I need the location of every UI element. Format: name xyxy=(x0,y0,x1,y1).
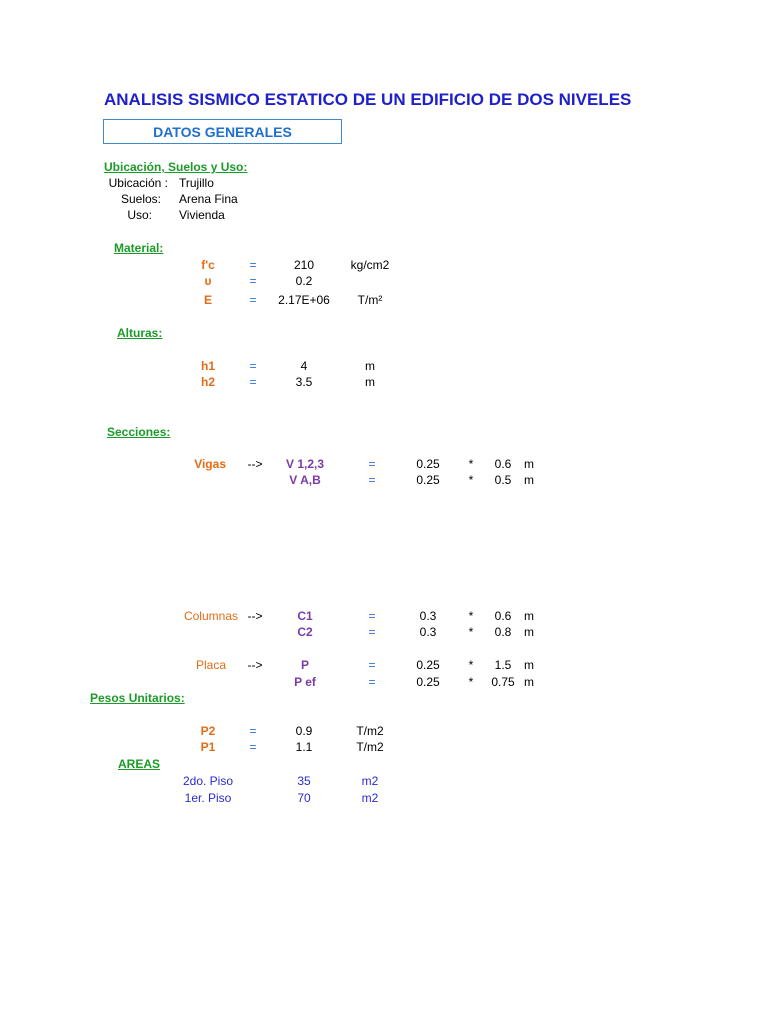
suelos-value: Arena Fina xyxy=(179,192,238,206)
peso-value: 0.9 xyxy=(295,724,313,738)
section-unit: m xyxy=(524,609,534,623)
times-sign: * xyxy=(468,675,474,689)
ubicacion-label: Ubicación : xyxy=(108,176,168,190)
material-name: f'c xyxy=(201,258,215,272)
area-label: 1er. Piso xyxy=(184,791,232,805)
material-value: 0.2 xyxy=(295,274,313,288)
material-value: 2.17E+06 xyxy=(278,293,330,307)
equals-sign: = xyxy=(249,375,257,389)
equals-sign: = xyxy=(249,293,257,307)
altura-value: 3.5 xyxy=(295,375,313,389)
material-heading: Material: xyxy=(114,241,164,255)
area-label: 2do. Piso xyxy=(182,774,234,788)
columnas-label: Columnas xyxy=(183,609,238,623)
ubicacion-value: Trujillo xyxy=(179,176,214,190)
times-sign: * xyxy=(468,457,474,471)
section-h: 0.75 xyxy=(491,675,515,689)
arrow-text: --> xyxy=(247,658,263,672)
section-unit: m xyxy=(524,473,534,487)
altura-value: 4 xyxy=(300,359,308,373)
page-title: ANALISIS SISMICO ESTATICO DE UN EDIFICIO DE DOS NIVELES xyxy=(104,90,632,109)
material-name: υ xyxy=(204,274,212,288)
section-h: 0.6 xyxy=(494,609,512,623)
ubicacion-heading: Ubicación, Suelos y Uso: xyxy=(104,160,248,174)
material-value: 210 xyxy=(293,258,315,272)
altura-unit: m xyxy=(365,359,375,373)
equals-sign: = xyxy=(368,658,376,672)
section-b: 0.25 xyxy=(416,473,440,487)
section-h: 0.5 xyxy=(494,473,512,487)
arrow-text: --> xyxy=(247,457,263,471)
section-unit: m xyxy=(524,625,534,639)
times-sign: * xyxy=(468,625,474,639)
section-b: 0.25 xyxy=(416,658,440,672)
section-name: C2 xyxy=(297,625,313,639)
equals-sign: = xyxy=(368,609,376,623)
section-b: 0.25 xyxy=(416,457,440,471)
alturas-heading: Alturas: xyxy=(117,326,163,340)
equals-sign: = xyxy=(249,258,257,272)
section-name: V A,B xyxy=(289,473,321,487)
peso-unit: T/m2 xyxy=(356,724,384,738)
peso-name: P2 xyxy=(200,724,216,738)
peso-unit: T/m2 xyxy=(356,740,384,754)
area-value: 70 xyxy=(297,791,311,805)
section-h: 1.5 xyxy=(494,658,512,672)
altura-unit: m xyxy=(365,375,375,389)
section-b: 0.3 xyxy=(419,609,437,623)
placa-label: Placa xyxy=(195,658,226,672)
times-sign: * xyxy=(468,609,474,623)
times-sign: * xyxy=(468,658,474,672)
uso-value: Vivienda xyxy=(179,208,225,222)
arrow-text: --> xyxy=(247,609,263,623)
material-unit: kg/cm2 xyxy=(350,258,390,272)
times-sign: * xyxy=(468,473,474,487)
uso-label: Uso: xyxy=(127,208,152,222)
section-h: 0.8 xyxy=(494,625,512,639)
material-unit: T/m² xyxy=(357,293,383,307)
equals-sign: = xyxy=(249,740,257,754)
vigas-label: Vigas xyxy=(194,457,226,471)
datos-generales-label: DATOS GENERALES xyxy=(153,124,292,140)
equals-sign: = xyxy=(368,457,376,471)
section-unit: m xyxy=(524,675,534,689)
section-unit: m xyxy=(524,658,534,672)
area-value: 35 xyxy=(297,774,311,788)
material-name: E xyxy=(203,293,212,307)
section-name: C1 xyxy=(297,609,313,623)
pesos-heading: Pesos Unitarios: xyxy=(90,691,185,705)
peso-value: 1.1 xyxy=(295,740,313,754)
section-unit: m xyxy=(524,457,534,471)
equals-sign: = xyxy=(368,625,376,639)
altura-name: h1 xyxy=(200,359,215,373)
section-b: 0.3 xyxy=(419,625,437,639)
altura-name: h2 xyxy=(200,375,215,389)
equals-sign: = xyxy=(249,359,257,373)
equals-sign: = xyxy=(249,724,257,738)
section-name: V 1,2,3 xyxy=(285,457,325,471)
section-name: P xyxy=(300,658,309,672)
section-h: 0.6 xyxy=(494,457,512,471)
secciones-heading: Secciones: xyxy=(107,425,171,439)
equals-sign: = xyxy=(368,675,376,689)
equals-sign: = xyxy=(368,473,376,487)
areas-heading: AREAS xyxy=(118,757,161,771)
area-unit: m2 xyxy=(361,791,379,805)
datos-generales-box xyxy=(103,119,342,144)
equals-sign: = xyxy=(249,274,257,288)
area-unit: m2 xyxy=(361,774,379,788)
section-name: P ef xyxy=(294,675,316,689)
peso-name: P1 xyxy=(200,740,216,754)
suelos-label: Suelos: xyxy=(120,192,161,206)
section-b: 0.25 xyxy=(416,675,440,689)
